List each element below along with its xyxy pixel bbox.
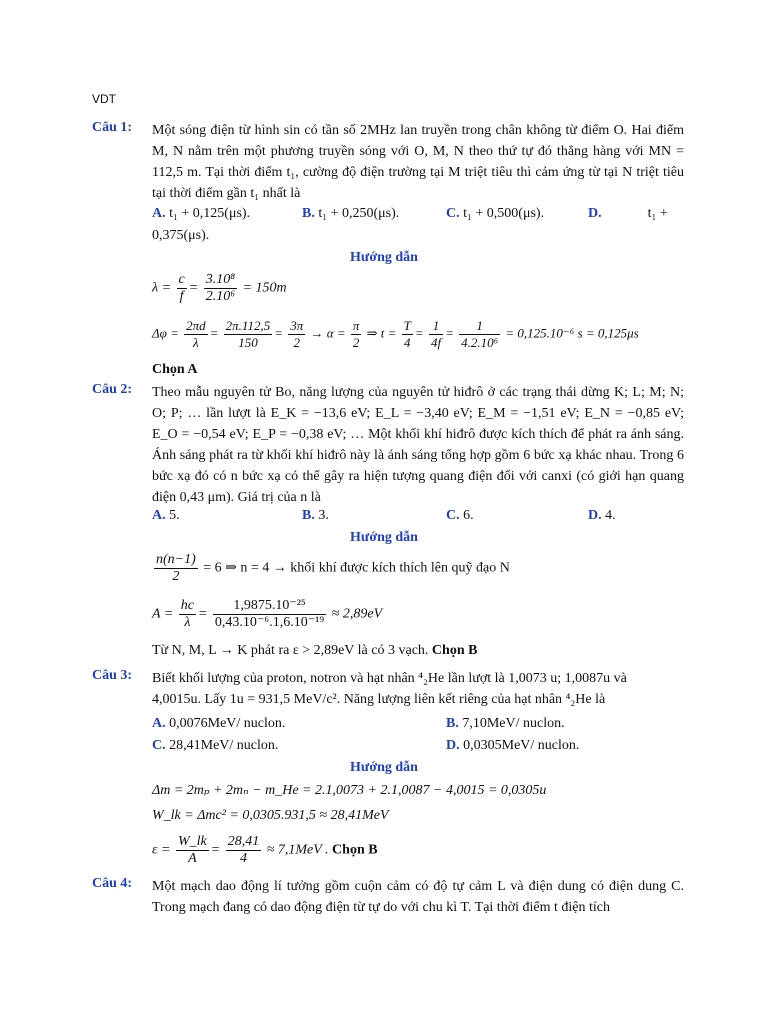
option-a: A. t₁ + 0,125(μs). [152, 206, 251, 221]
equation-binding-energy: W_lk = Δmc² = 0,0305.931,5 ≈ 28,41MeV [152, 808, 389, 823]
question-label: Câu 1: [92, 120, 133, 135]
option-d: D. t₁ + [588, 206, 668, 221]
equation-phase: Δφ = $\frac{2\pi d}{\lambda}$ = $\frac{2\pi.112,5}{150}$ = $\frac{3\pi}{2}$ → α = $\frac{\pi}{2}$ ⇒ t = $\frac{T}{4}$ = $\frac{1}{4f}$ = $\frac{1}{\text{4.2.10⁶}}$ = 0,125.10⁻⁶ s = 0,125μs [152, 318, 639, 350]
header-code: VDT [92, 92, 116, 106]
equation-specific-binding: ε = $\frac{W\_lk}{A}$ = $\frac{28,41}{4}$ ≈ 7,1MeV . Chọn B [152, 834, 378, 866]
question-label: Câu 3: [92, 668, 133, 683]
equation-mass-defect: Δm = 2mₚ + 2mₙ − m_He = 2.1,0073 + 2.1,0087 − 4,0015 = 0,0305u [152, 783, 547, 798]
question-label: Câu 2: [92, 382, 133, 397]
option-c: C. t₁ + 0,500(μs). [446, 206, 545, 221]
guide-heading: Hướng dẫn [350, 250, 418, 265]
option-c: C. 28,41MeV/ nuclon. [152, 738, 279, 753]
option-a: A. 0,0076MeV/ nuclon. [152, 716, 286, 731]
option-d: D. 0,0305MeV/ nuclon. [446, 738, 580, 753]
conclusion-q2: Từ N, M, L → K phát ra ε > 2,89eV là có 3 vạch. Chọn B [152, 643, 478, 658]
question-text: Một mạch dao động lí tưởng gồm cuộn cảm có độ tự cảm L và điện dung có điện dung C. Trong mạch đang có dao động điện từ tự do với chu kì T. Tại thời điểm t điện tích [152, 879, 684, 915]
question-text: Theo mẫu nguyên tử Bo, năng lượng của nguyên tử hiđrô ở các trạng thái dừng K; L; M; N; O; P; … lần lượt là E_K = −13,6 eV; E_L = −3,40 eV; E_M = −1,51 eV; E_N = −0,85 eV; E_O = −0,54 eV; E_P = −0,38 eV; … Một khối khí hiđrô được kích thích để phát ra ánh sáng. Ánh sáng phát ra từ khối khí hiđrô này là ánh sáng tổng hợp gồm 6 bức xạ khác nhau. Trong 6 bức xạ đó có n bức xạ có thể gây ra hiện tượng quang điện đối với canxi (có giới hạn quang điện 0,43 μm). Giá trị của n là [152, 385, 684, 505]
option-d-cont: 0,375(μs). [152, 228, 210, 243]
equation-combinations: $\frac{n(n-1)}{2}$ = 6 ⇒ n = 4 → khối khí được kích thích lên quỹ đạo N [156, 552, 510, 584]
question-label: Câu 4: [92, 876, 133, 891]
question-2 [92, 382, 684, 508]
equation-wavelength: λ = $\frac{c}{f}$ = $\frac{\text{3.10⁸}}{\text{2.10⁶}}$ = 150m [152, 272, 287, 304]
guide-heading: Hướng dẫn [350, 760, 418, 775]
option-b: B. 7,10MeV/ nuclon. [446, 716, 565, 731]
question-3 [92, 668, 684, 710]
guide-heading: Hướng dẫn [350, 530, 418, 545]
option-d: D. 4. [588, 508, 616, 523]
option-a: A. 5. [152, 508, 180, 523]
question-1 [92, 120, 684, 204]
question-text: Một sóng điện từ hình sin có tần số 2MHz lan truyền trong chân không từ điểm O. Hai điểm M, N nằm trên một phương truyền sóng với O, M, N theo thứ tự đó thẳng hàng với MN = 112,5 m. Tại thời điểm t₁, cường độ điện trường tại M triệt tiêu thì cảm ứng từ tại N triệt tiêu tại thời điểm gần t₁ nhất là [152, 123, 684, 201]
question-4 [92, 876, 684, 918]
answer-q1: Chọn A [152, 362, 198, 377]
option-b: B. 3. [302, 508, 329, 523]
equation-work-function: A = $\frac{hc}{\lambda}$ = $\frac{\text{1,9875.10⁻²⁵}}{\text{0,43.10⁻⁶.1,6.10⁻¹⁹}}$ ≈ 2,89eV [152, 598, 383, 630]
option-c: C. 6. [446, 508, 474, 523]
option-b: B. t₁ + 0,250(μs). [302, 206, 400, 221]
question-text: Biết khối lượng của proton, notron và hạt nhân ⁴₂He lần lượt là 1,0073 u; 1,0087u và 4,0015u. Lấy 1u = 931,5 MeV/c². Năng lượng liên kết riêng của hạt nhân ⁴₂He là [152, 671, 627, 707]
